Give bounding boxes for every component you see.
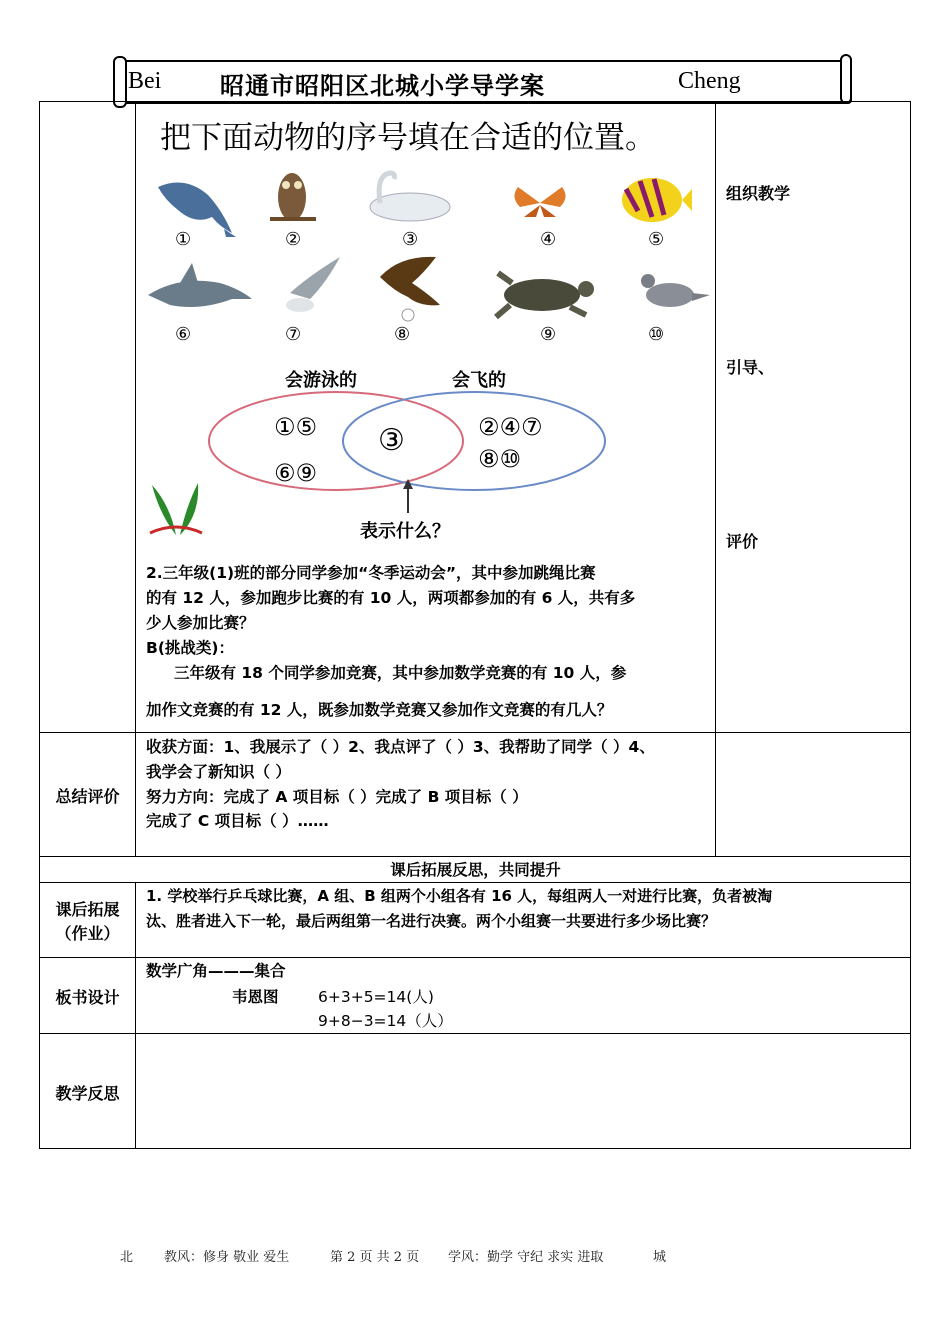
summary-line3: 努力方向：完成了 A 项目标（ ）完成了 B 项目标（ ） [146,788,528,806]
homework-label-line2: （作业） [55,924,120,943]
homework-label-line1: 课后拓展 [55,900,120,919]
seagull-image [286,257,340,312]
svg-text:①: ① [175,229,192,250]
butterfly-image [514,187,565,217]
svg-text:⑨: ⑨ [540,324,557,345]
svg-text:⑤: ⑤ [648,229,665,250]
animals-figure [140,165,710,350]
venn-question: 表示什么？ [360,521,450,542]
side-note-guide: 引导、 [726,358,775,377]
footer-right: 城 [653,1250,667,1265]
banner-scroll-right [840,54,852,104]
swan-image [370,173,450,221]
leaf-logo-icon [150,483,202,535]
header-right-text: Cheng [678,68,741,94]
svg-text:③: ③ [402,229,419,250]
summary-line1: 收获方面：1、我展示了（ ）2、我点评了（ ）3、我帮助了同学（ ）4、 [146,738,655,756]
header-title: 昭通市昭阳区北城小学导学案 [220,72,545,100]
board-line2-title: 韦恩图 [232,988,279,1006]
board-line3-formula: 9+8−3=14（人） [318,1012,453,1030]
summary-line4: 完成了 C 项目标（ ）…… [146,812,329,830]
problem2-b-line1: 三年级有 18 个同学参加竞赛，其中参加数学竞赛的有 10 人，参 [174,664,627,682]
board-label: 板书设计 [55,988,120,1007]
footer-page-number: 第 2 页 共 2 页 [330,1250,420,1265]
venn-left-row2: ⑥⑨ [274,459,318,487]
shark-image [148,263,252,307]
footer-motto1: 教风：修身 敬业 爱生 [164,1250,290,1265]
svg-text:⑦: ⑦ [285,324,302,345]
side-note-organize: 组织教学 [726,184,791,203]
venn-diagram [140,355,710,550]
board-line2-formula: 6+3+5=14(人) [318,988,434,1006]
venn-right-row1: ②④⑦ [478,413,543,441]
turtle-image [496,273,594,317]
fish-image [622,178,692,222]
svg-text:⑥: ⑥ [175,324,192,345]
owl-image [270,173,316,221]
venn-left-label: 会游泳的 [285,370,357,391]
venn-right-label: 会飞的 [452,370,506,391]
side-note-evaluate: 评价 [726,532,759,551]
problem2-line1: 2.三年级(1)班的部分同学参加“冬季运动会”，其中参加跳绳比赛 [146,564,596,582]
summary-line2: 我学会了新知识（ ） [146,763,291,781]
svg-text:⑧: ⑧ [394,324,411,345]
pigeon-image [641,274,710,307]
homework-line1: 1. 学校举行乒乓球比赛，A 组、B 组两个小组各有 16 人，每组两人一对进行比赛，负者被淘 [146,887,773,905]
problem2-line2: 的有 12 人，参加跑步比赛的有 10 人，两项都参加的有 6 人，共有多 [146,589,636,607]
venn-right-row2: ⑧⑩ [478,445,522,473]
svg-text:④: ④ [540,229,557,250]
whale-image [158,183,236,238]
board-line1: 数学广角———集合 [146,962,286,980]
venn-middle: ③ [378,423,405,458]
summary-label: 总结评价 [55,787,120,806]
svg-text:②: ② [285,229,302,250]
eagle-image [380,257,440,321]
problem2-b-label: B(挑战类)： [146,639,234,657]
problem2-line3: 少人参加比赛？ [146,614,255,632]
footer-motto2: 学风：勤学 守纪 求实 进取 [448,1250,604,1265]
reflection-label: 教学反思 [55,1084,120,1103]
section-heading: 课后拓展反思，共同提升 [390,861,561,879]
problem2-b-line2: 加作文竞赛的有 12 人，既参加数学竞赛又参加作文竞赛的有几人？ [146,701,613,719]
homework-line2: 汰、胜者进入下一轮，最后两组第一名进行决赛。两个小组赛一共要进行多少场比赛？ [146,912,717,930]
task-title: 把下面动物的序号填在合适的位置。 [160,120,656,156]
footer-left: 北 [120,1250,134,1265]
venn-left-circle [209,392,463,490]
svg-text:⑩: ⑩ [648,324,665,345]
header-left-text: Bei [128,68,162,94]
venn-left-row1: ①⑤ [274,413,318,441]
